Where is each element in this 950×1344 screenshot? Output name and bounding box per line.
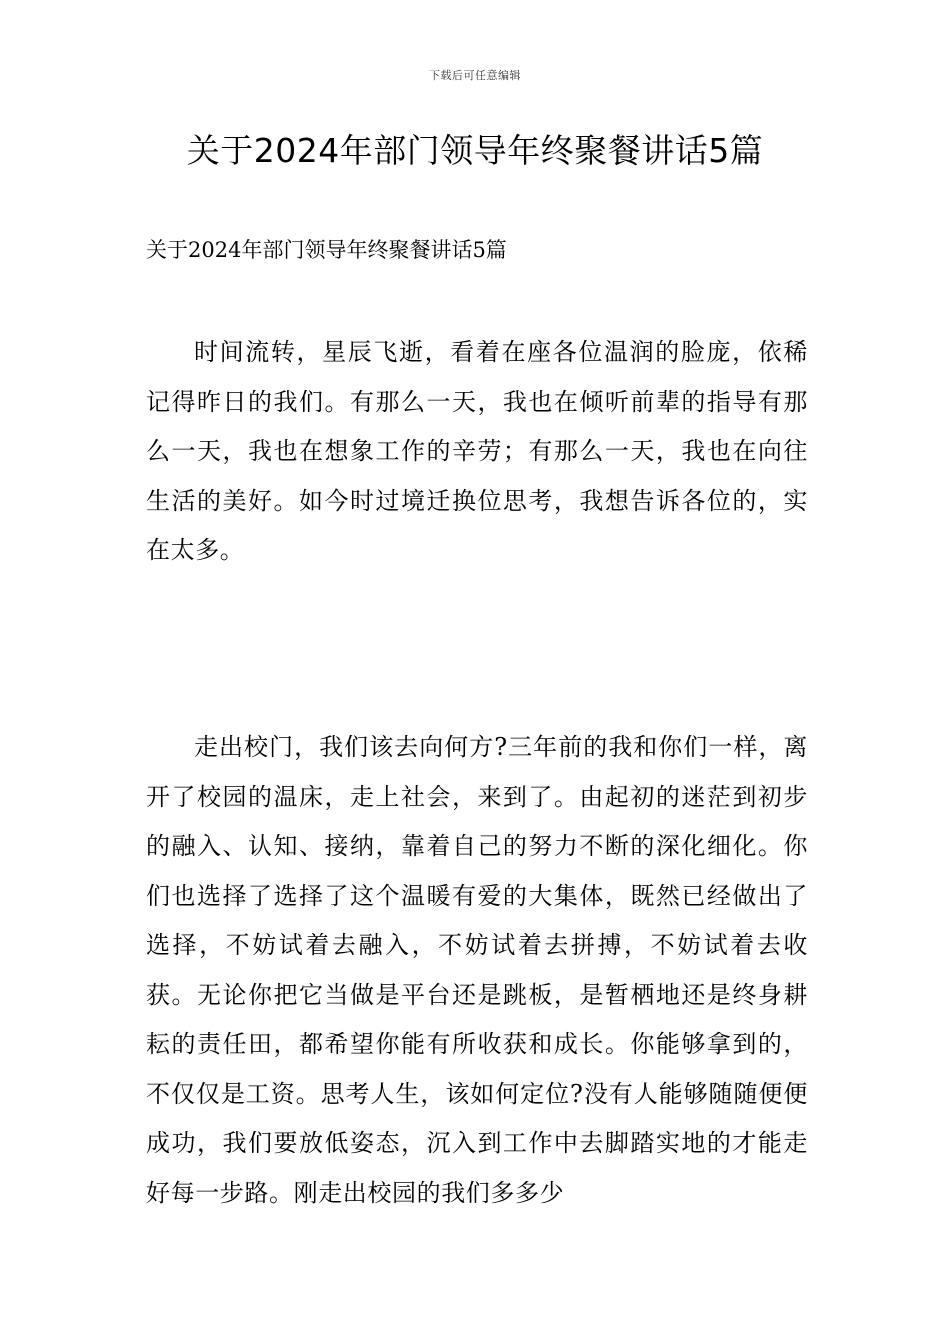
paragraph-1: 时间流转，星辰飞逝，看着在座各位温润的脸庞，依稀记得昨日的我们。有那么一天，我也在倾听前辈的指导有那么一天，我也在想象工作的辛劳；有那么一天，我也在向往生活的美好。如今时过境迁换位思考，我想告诉各位的，实在太多。 (146, 338, 808, 564)
document-title: 关于2024年部门领导年终聚餐讲话5篇 (186, 131, 764, 170)
paragraph-2: 走出校门，我们该去向何方?三年前的我和你们一样，离开了校园的温床，走上社会，来到了。由起初的迷茫到初步的融入、认知、接纳，靠着自己的努力不断的深化细化。你们也选择了选择了这个温暖有爱的大集体，既然已经做出了选择，不妨试着去融入，不妨试着去拼搏，不妨试着去收获。无论你把它当做是平台还是跳板，是暂栖地还是终身耕耘的责任田，都希望你能有所收获和成长。你能够拿到的，不仅仅是工资。思考人生，该如何定位?没有人能够随随便便成功，我们要放低姿态，沉入到工作中去脚踏实地的才能走好每一步路。刚走出校园的我们多多少 (146, 733, 808, 1207)
document-subtitle: 关于2024年部门领导年终聚餐讲话5篇 (146, 238, 507, 262)
header-note: 下载后可任意编辑 (429, 69, 521, 82)
